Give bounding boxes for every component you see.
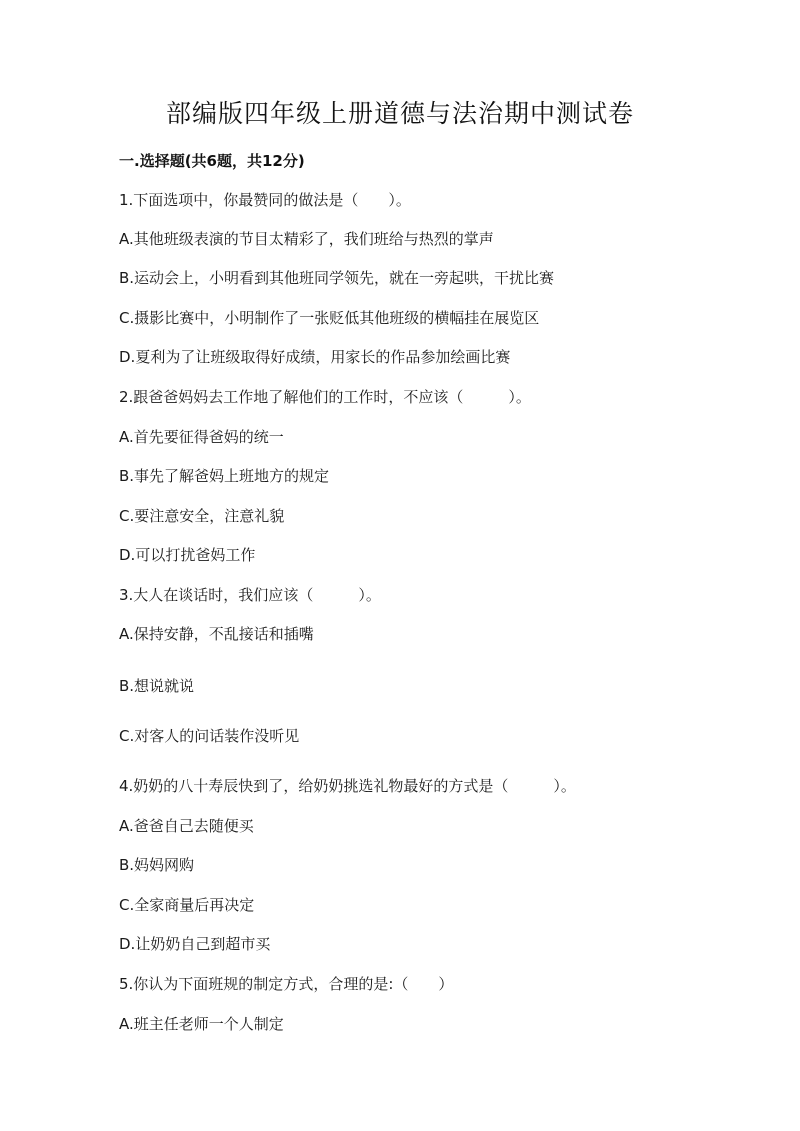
question-3-option-c: C.对客人的问话装作没听见 (119, 727, 300, 745)
question-5-option-a: A.班主任老师一个人制定 (119, 1015, 284, 1033)
page-title: 部编版四年级上册道德与法治期中测试卷 (165, 99, 634, 128)
question-4-option-a: A.爸爸自己去随便买 (119, 817, 254, 835)
question-2-option-a: A.首先要征得爸妈的统一 (119, 428, 284, 446)
question-2-option-d: D.可以打扰爸妈工作 (119, 546, 256, 564)
question-1-option-d: D.夏利为了让班级取得好成绩，用家长的作品参加绘画比赛 (119, 348, 511, 366)
question-1-option-c: C.摄影比赛中，小明制作了一张贬低其他班级的横幅挂在展览区 (119, 309, 540, 327)
question-4-option-b: B.妈妈网购 (119, 856, 195, 874)
question-3-option-b: B.想说就说 (119, 677, 195, 695)
question-4-option-c: C.全家商量后再决定 (119, 896, 255, 914)
section-heading: 一.选择题(共6题，共12分) (119, 152, 305, 170)
question-2-option-c: C.要注意安全，注意礼貌 (119, 507, 285, 525)
question-3-option-a: A.保持安静，不乱接话和插嘴 (119, 625, 314, 643)
question-1-stem: 1.下面选项中，你最赞同的做法是（ ）。 (119, 191, 411, 209)
question-3-stem: 3.大人在谈话时，我们应该（ ）。 (119, 586, 381, 604)
question-4-option-d: D.让奶奶自己到超市买 (119, 935, 271, 953)
question-2-option-b: B.事先了解爸妈上班地方的规定 (119, 467, 330, 485)
question-4-stem: 4.奶奶的八十寿辰快到了，给奶奶挑选礼物最好的方式是（ ）。 (119, 777, 576, 795)
question-2-stem: 2.跟爸爸妈妈去工作地了解他们的工作时，不应该（ ）。 (119, 388, 531, 406)
question-5-stem: 5.你认为下面班规的制定方式，合理的是:（ ） (119, 975, 454, 993)
question-1-option-b: B.运动会上，小明看到其他班同学领先，就在一旁起哄，干扰比赛 (119, 269, 555, 287)
question-1-option-a: A.其他班级表演的节目太精彩了，我们班给与热烈的掌声 (119, 230, 494, 248)
